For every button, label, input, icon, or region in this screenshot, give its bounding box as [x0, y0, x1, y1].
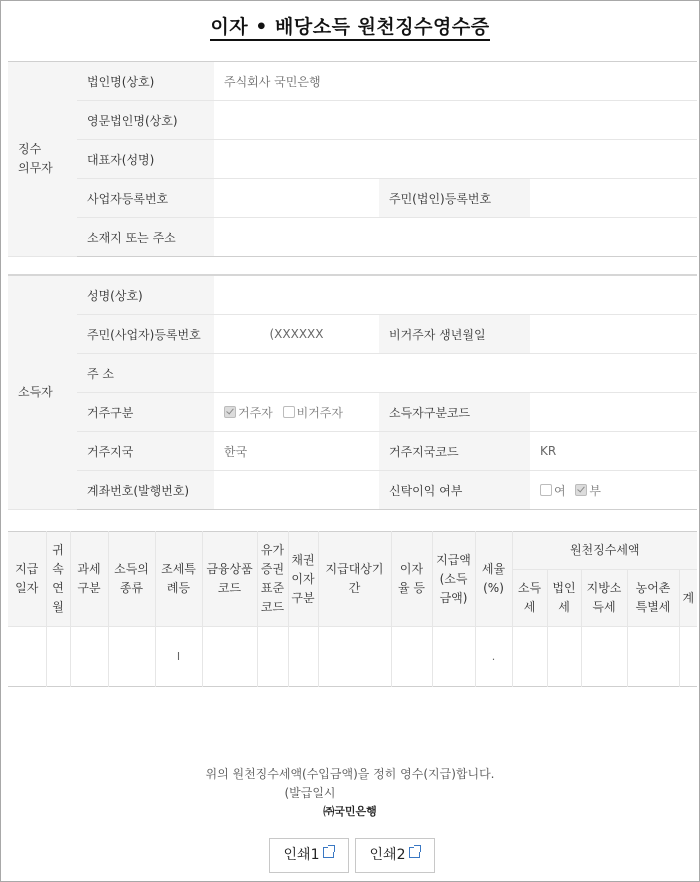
withholding-tax-table: [8, 531, 697, 687]
total-cell: [679, 627, 697, 687]
earner-address-value: [214, 354, 697, 393]
earner-section: [8, 274, 697, 510]
issue-date: (발급일시: [284, 786, 336, 800]
payer-address-value: [214, 218, 697, 257]
earner-code-label: 소득자구분코드: [379, 393, 530, 432]
earner-address-label: 주 소: [77, 354, 214, 393]
securities-code-cell: [257, 627, 288, 687]
corp-name-value: 주식회사 국민은행: [214, 62, 697, 101]
earner-id-value: (XXXXXX: [214, 315, 379, 354]
receipt-statement: 위의 원천징수세액(수입금액)을 정히 영수(지급)합니다.: [205, 767, 495, 781]
securities-code-header: 유가 증권 표준 코드: [257, 532, 288, 627]
tax-rate-cell: .: [475, 627, 512, 687]
country-value: 한국: [214, 432, 379, 471]
business-number-value: [214, 179, 379, 218]
eng-name-label: 영문법인명(상호): [77, 101, 214, 140]
resident-checkbox[interactable]: [224, 406, 236, 418]
payer-section: [8, 61, 697, 257]
nonresident-checkbox[interactable]: [283, 406, 295, 418]
corp-name-label: 법인명(상호): [77, 62, 214, 101]
trust-label: 신탁이익 여부: [379, 471, 530, 510]
bond-interest-header: 채권 이자 구분: [288, 532, 318, 627]
tax-type-header: 과세 구분: [70, 532, 108, 627]
pay-period-header: 지급대상기 간: [318, 532, 391, 627]
interest-rate-header: 이자 율 등: [391, 532, 432, 627]
corp-tax-cell: [547, 627, 581, 687]
trust-options: [530, 471, 697, 510]
trust-yes-label: 여: [554, 483, 566, 498]
payer-address-label: 소재지 또는 주소: [77, 218, 214, 257]
representative-value: [214, 140, 697, 179]
income-type-cell: [108, 627, 155, 687]
representative-label: 대표자(성명): [77, 140, 214, 179]
trust-no-label: 부: [589, 483, 602, 498]
nonresident-birth-value: [530, 315, 697, 354]
business-number-label: 사업자등록번호: [77, 179, 214, 218]
corp-tax-header: 법인 세: [547, 570, 581, 627]
nonresident-birth-label: 비거주자 생년월일: [379, 315, 530, 354]
tax-reduction-header: 조세특 례등: [155, 532, 202, 627]
trust-no-checkbox[interactable]: [575, 484, 587, 496]
table-row: [8, 627, 697, 687]
pay-period-cell: [318, 627, 391, 687]
country-label: 거주지국: [77, 432, 214, 471]
pay-date-cell: [8, 627, 46, 687]
earner-section-label: 소득자: [8, 275, 77, 510]
external-link-icon: [409, 847, 420, 858]
payer-section-label: 징수 의무자: [8, 62, 77, 257]
resident-option-label: 거주자: [238, 405, 273, 420]
corp-reg-number-value: [530, 179, 697, 218]
corp-reg-number-label: 주민(법인)등록번호: [379, 179, 530, 218]
external-link-icon: [323, 847, 334, 858]
belong-yearmonth-cell: [46, 627, 70, 687]
earner-code-value: [530, 393, 697, 432]
product-code-header: 금융상품 코드: [202, 532, 257, 627]
account-number-value: [214, 471, 379, 510]
withholding-group-header: 원천징수세액: [512, 532, 697, 570]
earner-id-label: 주민(사업자)등록번호: [77, 315, 214, 354]
rural-tax-cell: [627, 627, 679, 687]
residency-label: 거주구분: [77, 393, 214, 432]
nonresident-option-label: 비거주자: [296, 405, 343, 420]
print2-button[interactable]: [355, 838, 435, 873]
rural-tax-header: 농어촌 특별세: [627, 570, 679, 627]
pay-amount-header: 지급액 (소득 금액): [432, 532, 475, 627]
local-tax-header: 지방소 득세: [581, 570, 627, 627]
country-code-label: 거주지국코드: [379, 432, 530, 471]
income-tax-header: 소득 세: [512, 570, 547, 627]
total-header: 계: [679, 570, 697, 627]
bond-interest-cell: [288, 627, 318, 687]
product-code-cell: [202, 627, 257, 687]
page-title: 이자 • 배당소득 원천징수영수증: [0, 12, 700, 39]
tax-rate-header: 세율 (%): [475, 532, 512, 627]
residency-options: [214, 393, 379, 432]
trust-yes-checkbox[interactable]: [540, 484, 552, 496]
pay-date-header: 지급 일자: [8, 532, 46, 627]
account-number-label: 계좌번호(발행번호): [77, 471, 214, 510]
local-tax-cell: [581, 627, 627, 687]
print1-label: 인쇄1: [283, 847, 320, 863]
eng-name-value: [214, 101, 697, 140]
income-tax-cell: [512, 627, 547, 687]
earner-name-label: 성명(상호): [77, 275, 214, 315]
issuer-name: ㈜국민은행: [323, 805, 377, 818]
interest-rate-cell: [391, 627, 432, 687]
print1-button[interactable]: [269, 838, 349, 873]
tax-type-cell: [70, 627, 108, 687]
tax-reduction-cell: I: [155, 627, 202, 687]
belong-yearmonth-header: 귀 속 연 월: [46, 532, 70, 627]
country-code-value: KR: [530, 432, 697, 471]
print2-label: 인쇄2: [369, 847, 406, 863]
earner-name-value: [214, 275, 697, 315]
pay-amount-cell: [432, 627, 475, 687]
income-type-header: 소득의 종류: [108, 532, 155, 627]
